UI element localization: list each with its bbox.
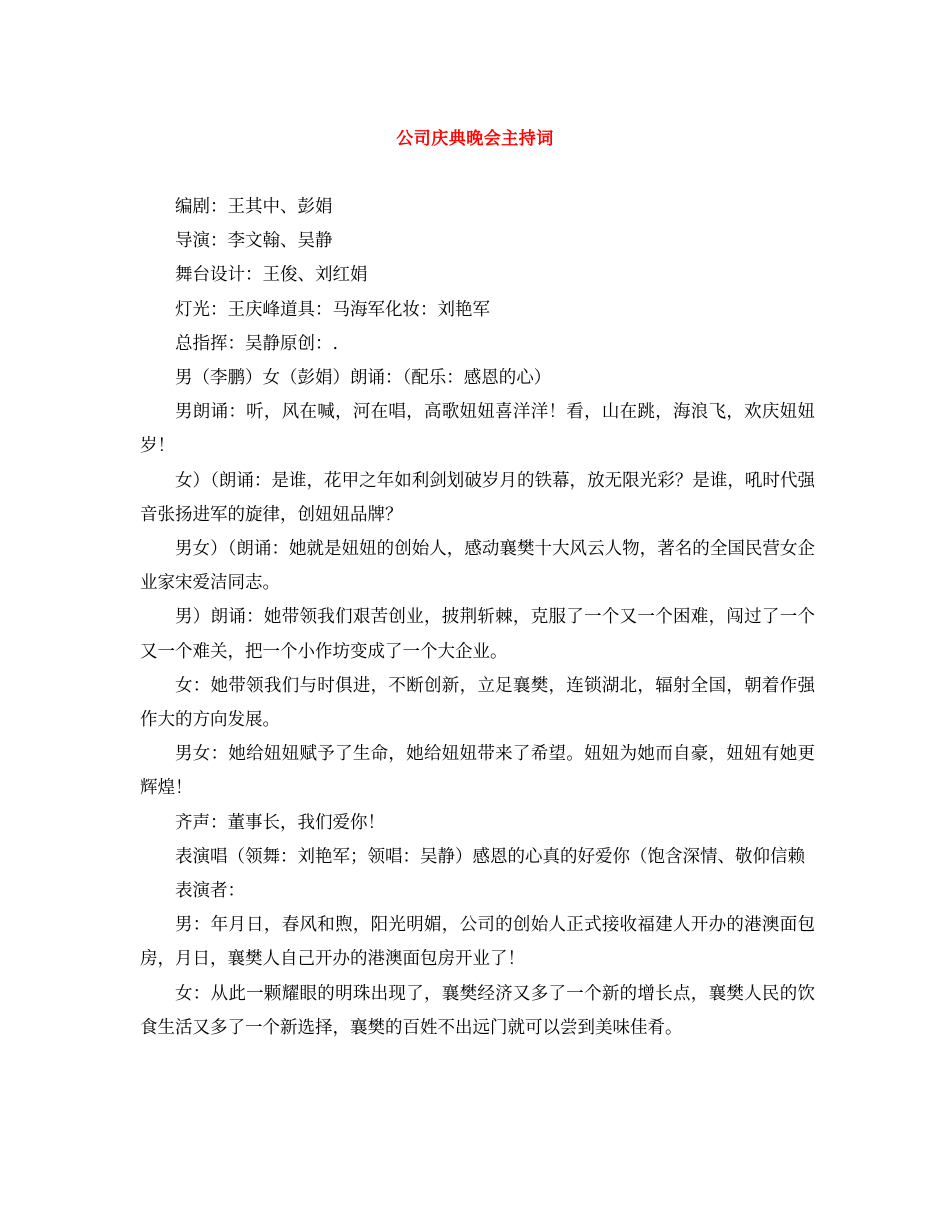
recitation-heading: 男（李鹏）女（彭娟）朗诵：（配乐：感恩的心） [175, 368, 552, 389]
performers-label: 表演者： [175, 881, 245, 902]
script-paragraph: 齐声：董事长，我们爱你！ [175, 812, 385, 833]
script-paragraph: 表演唱（领舞：刘艳军；领唱：吴静）感恩的心真的好爱你（饱含深情、敬仰信赖 [175, 846, 805, 867]
credit-lighting-props-makeup: 灯光：王庆峰道具：马海军化妆：刘艳军 [175, 299, 490, 320]
script-paragraph: 男女：她给妞妞赋予了生命，她给妞妞带来了希望。妞妞为她而自豪，妞妞有她更辉煌！ [140, 744, 815, 799]
script-paragraph: 男朗诵：听，风在喊，河在唱，高歌妞妞喜洋洋！看，山在跳，海浪飞，欢庆妞妞岁！ [140, 402, 815, 457]
credit-chief-director: 总指挥：吴静原创：. [175, 333, 339, 354]
script-paragraph: 女）（朗诵：是谁，花甲之年如利剑划破岁月的铁幕，放无限光彩？是谁，吼时代强音张扬进军的旋律，创妞妞品牌？ [140, 470, 815, 525]
script-paragraph: 男女）（朗诵：她就是妞妞的创始人，感动襄樊十大风云人物，著名的全国民营女企业家宋爱洁同志。 [140, 539, 815, 594]
document-body [140, 190, 815, 1045]
script-paragraph: 女：从此一颗耀眼的明珠出现了，襄樊经济又多了一个新的增长点，襄樊人民的饮食生活又多了一个新选择，襄樊的百姓不出远门就可以尝到美味佳肴。 [140, 983, 815, 1038]
credit-director: 导演：李文翰、吴静 [175, 231, 333, 252]
script-paragraph: 女：她带领我们与时俱进，不断创新，立足襄樊，连锁湖北，辐射全国，朝着作强作大的方向发展。 [140, 675, 815, 731]
script-paragraph: 男）朗诵：她带领我们艰苦创业，披荆斩棘，克服了一个又一个困难，闯过了一个又一个难关，把一个小作坊变成了一个大企业。 [140, 607, 815, 662]
credit-screenwriter: 编剧：王其中、彭娟 [175, 197, 333, 217]
script-paragraph: 男：年月日，春风和煦，阳光明媚，公司的创始人正式接收福建人开办的港澳面包房，月日，襄樊人自己开办的港澳面包房开业了！ [140, 915, 815, 970]
document-title: 公司庆典晚会主持词 [396, 129, 554, 149]
credit-stage-design: 舞台设计：王俊、刘红娟 [175, 265, 368, 286]
